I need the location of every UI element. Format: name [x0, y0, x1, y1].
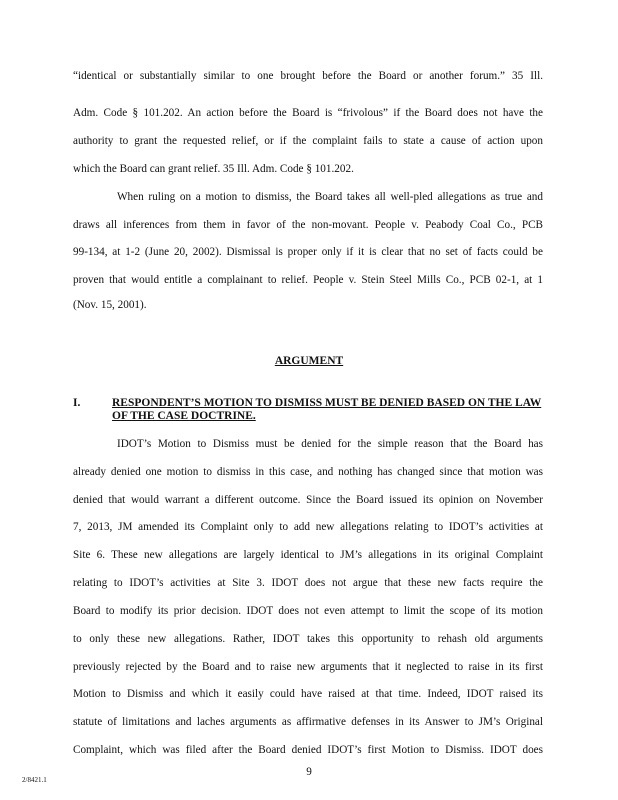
section-1-line-10: Motion to Dismiss and which it easily could have raised at that time. Indeed, IDOT raised its — [73, 688, 543, 700]
paragraph-1-line-1: “identical or substantially similar to one brought before the Board or another forum.” 35 Ill. — [73, 70, 543, 82]
section-1-title: RESPONDENT’S MOTION TO DISMISS MUST BE DENIED BASED ON THE LAW OF THE CASE DOCTRINE. — [112, 397, 542, 422]
paragraph-1-line-2: Adm. Code § 101.202. An action before the Board is “frivolous” if the Board does not have the — [73, 107, 543, 119]
section-1-line-6: relating to IDOT’s activities at Site 3. IDOT does not argue that these new facts require the — [73, 577, 543, 589]
section-1-line-3: denied that would warrant a different outcome. Since the Board issued its opinion on November — [73, 494, 543, 506]
paragraph-2-line-4: proven that would entitle a complainant to relief. People v. Stein Steel Mills Co., PCB 02-1, at 1 — [73, 274, 543, 286]
page-number: 9 — [306, 766, 312, 778]
paragraph-2-line-1: When ruling on a motion to dismiss, the Board takes all well-pled allegations as true and — [117, 191, 543, 203]
paragraph-2-line-5: (Nov. 15, 2001). — [73, 299, 147, 311]
section-1-line-5: Site 6. These new allegations are largely identical to JM’s allegations in its original Complaint — [73, 549, 543, 561]
section-1-number: I. — [73, 397, 81, 409]
argument-heading: ARGUMENT — [274, 355, 344, 367]
section-1-line-12: Complaint, which was filed after the Board denied IDOT’s first Motion to Dismiss. IDOT does — [73, 744, 543, 756]
document-id: 2/8421.1 — [22, 776, 47, 784]
paragraph-2-line-3: 99-134, at 1-2 (June 20, 2002). Dismissal is proper only if it is clear that no set of facts could be — [73, 246, 543, 258]
section-1-line-9: previously rejected by the Board and to raise new arguments that it neglected to raise in its first — [73, 661, 543, 673]
section-1-line-11: statute of limitations and laches arguments as affirmative defenses in its Answer to JM’s Original — [73, 716, 543, 728]
paragraph-1-line-4: which the Board can grant relief. 35 Ill. Adm. Code § 101.202. — [73, 163, 354, 175]
paragraph-2-line-2: draws all inferences from them in favor of the non-movant. People v. Peabody Coal Co., PCB — [73, 219, 543, 231]
section-1-line-8: to only these new allegations. Rather, IDOT takes this opportunity to rehash old arguments — [73, 633, 543, 645]
section-1-line-1: IDOT’s Motion to Dismiss must be denied for the simple reason that the Board has — [117, 438, 543, 450]
section-1-line-2: already denied one motion to dismiss in this case, and nothing has changed since that motion was — [73, 466, 543, 478]
section-1-line-4: 7, 2013, JM amended its Complaint only to add new allegations relating to IDOT’s activities at — [73, 521, 543, 533]
paragraph-1-line-3: authority to grant the requested relief, or if the complaint fails to state a cause of action upon — [73, 135, 543, 147]
section-1-line-7: Board to modify its prior decision. IDOT does not even attempt to limit the scope of its motion — [73, 605, 543, 617]
